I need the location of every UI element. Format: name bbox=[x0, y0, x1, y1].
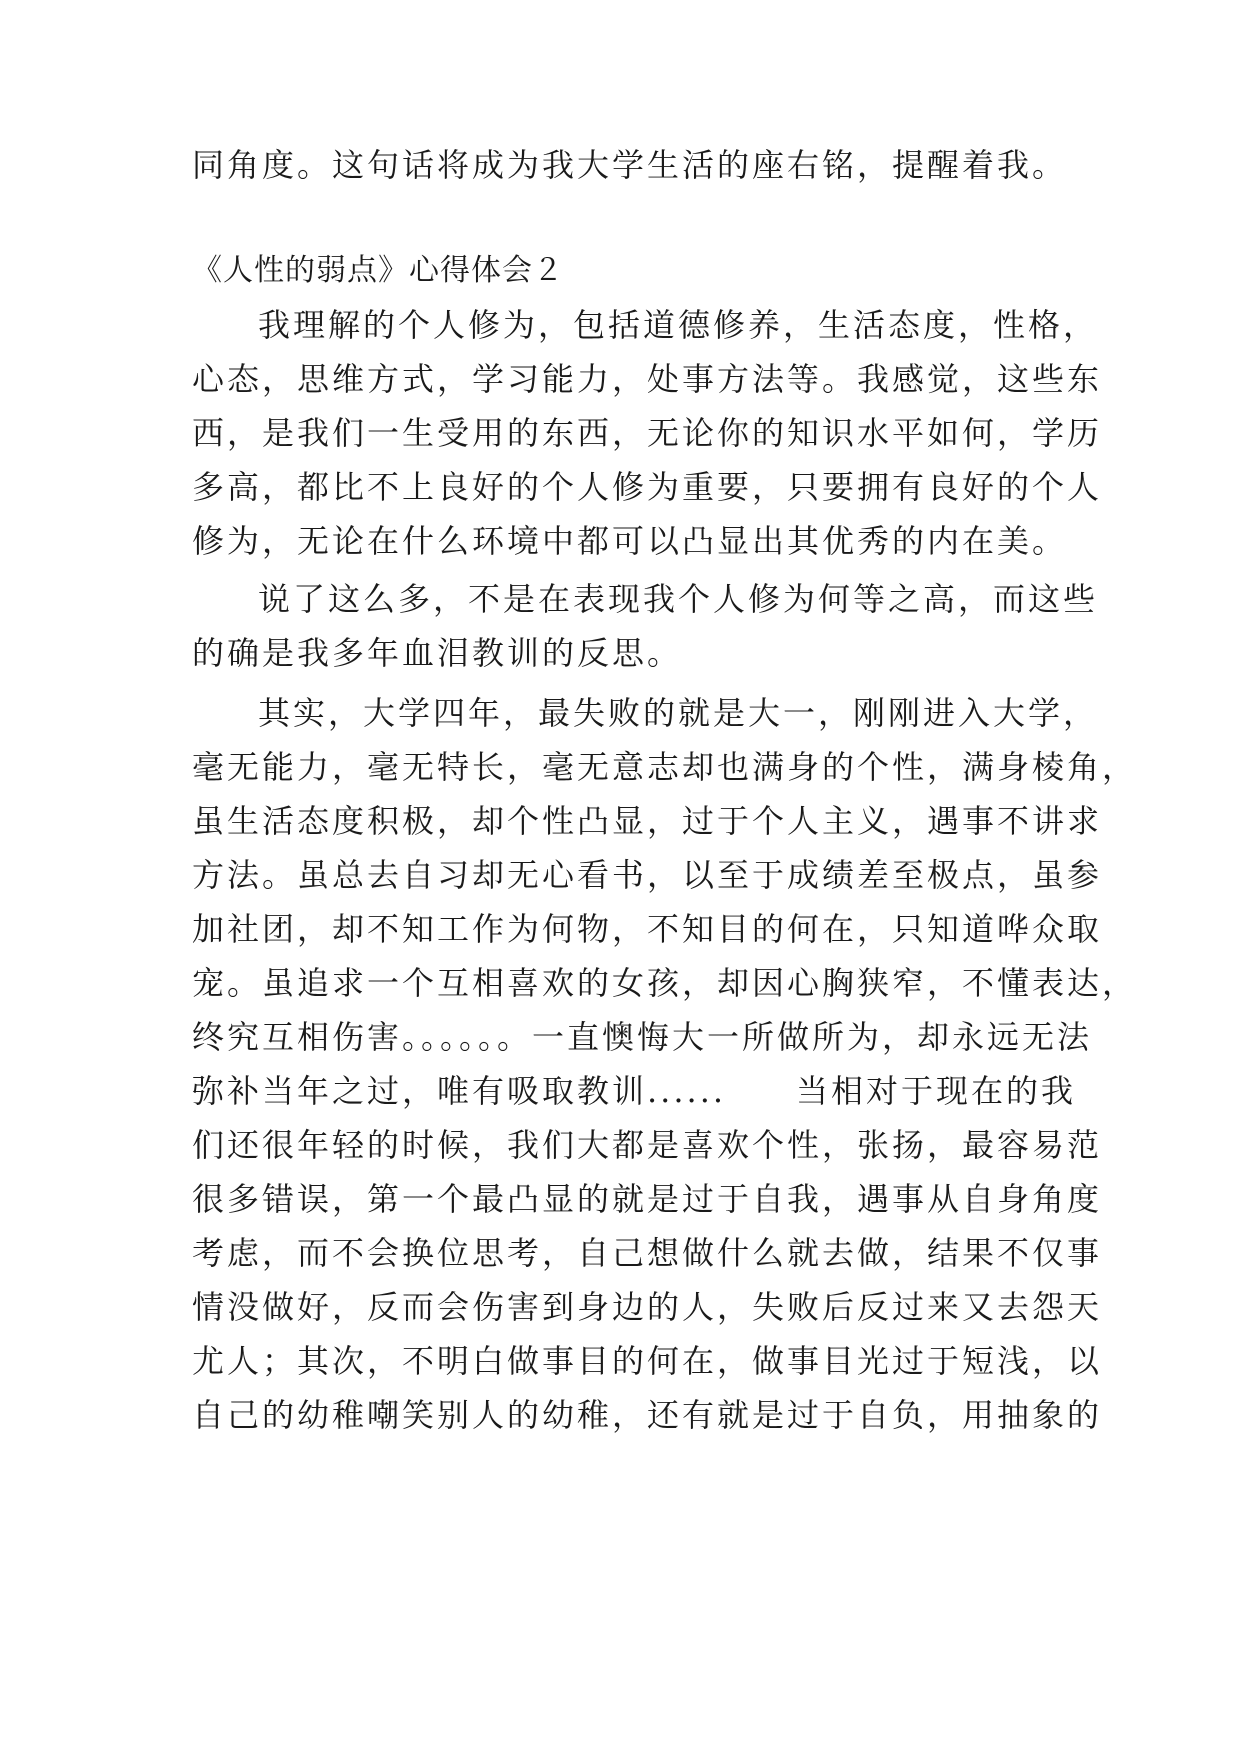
text-line: 方法。虽总去自习却无心看书，以至于成绩差至极点，虽参 bbox=[192, 856, 1103, 894]
text-line: 我理解的个人修为，包括道德修养，生活态度，性格， bbox=[258, 306, 1099, 344]
text-line: 自己的幼稚嘲笑别人的幼稚，还有就是过于自负，用抽象的 bbox=[192, 1396, 1103, 1434]
text-line: 很多错误，第一个最凸显的就是过于自我，遇事从自身角度 bbox=[192, 1180, 1103, 1218]
section-title: 《人性的弱点》心得体会２ bbox=[192, 253, 564, 288]
text-line: 加社团，却不知工作为何物，不知目的何在，只知道哗众取 bbox=[192, 910, 1103, 948]
text-line: 的确是我多年血泪教训的反思。 bbox=[192, 634, 683, 672]
text-line: 尤人；其次，不明白做事目的何在，做事目光过于短浅，以 bbox=[192, 1342, 1103, 1380]
text-line: 终究互相伤害。。。。。。一直懊悔大一所做所为，却永远无法 bbox=[192, 1018, 1093, 1056]
text-line: 们还很年轻的时候，我们大都是喜欢个性，张扬，最容易范 bbox=[192, 1126, 1103, 1164]
text-line: 修为，无论在什么环境中都可以凸显出其优秀的内在美。 bbox=[192, 522, 1068, 560]
text-line: 心态，思维方式，学习能力，处事方法等。我感觉，这些东 bbox=[192, 360, 1103, 398]
text-line: 西，是我们一生受用的东西，无论你的知识水平如何，学历 bbox=[192, 414, 1103, 452]
text-line: 宠。虽追求一个互相喜欢的女孩，却因心胸狭窄，不懂表达， bbox=[192, 964, 1138, 1002]
text-line: 弥补当年之过，唯有吸取教训...... 当相对于现在的我 bbox=[192, 1072, 1077, 1110]
text-line: 其实，大学四年，最失败的就是大一，刚刚进入大学， bbox=[258, 694, 1099, 732]
text-line: 毫无能力，毫无特长，毫无意志却也满身的个性，满身棱角， bbox=[192, 748, 1138, 786]
text-line: 同角度。这句话将成为我大学生活的座右铭，提醒着我。 bbox=[192, 146, 1068, 184]
text-line: 情没做好，反而会伤害到身边的人，失败后反过来又去怨天 bbox=[192, 1288, 1103, 1326]
text-line: 多高，都比不上良好的个人修为重要，只要拥有良好的个人 bbox=[192, 468, 1103, 506]
text-line: 考虑，而不会换位思考，自己想做什么就去做，结果不仅事 bbox=[192, 1234, 1103, 1272]
text-line: 说了这么多，不是在表现我个人修为何等之高，而这些 bbox=[258, 580, 1099, 618]
text-line: 虽生活态度积极，却个性凸显，过于个人主义，遇事不讲求 bbox=[192, 802, 1103, 840]
